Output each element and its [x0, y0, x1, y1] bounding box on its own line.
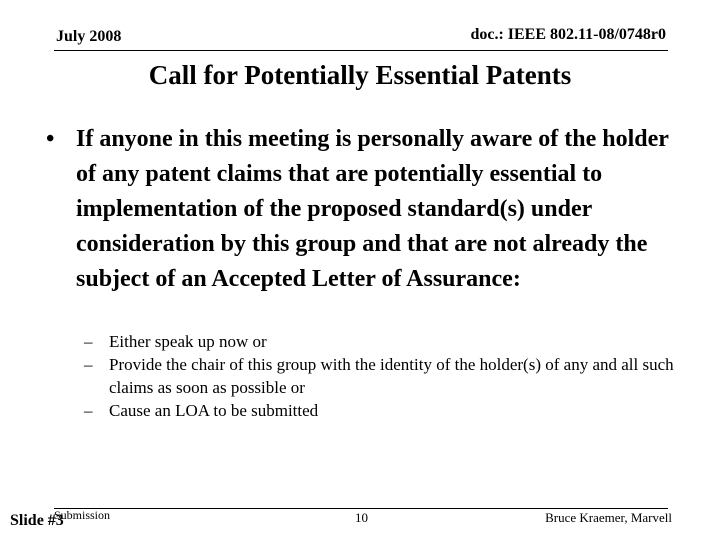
header-divider — [54, 50, 668, 51]
footer-author: Bruce Kraemer, Marvell — [545, 510, 672, 525]
sub-bullet-marker: – — [84, 401, 93, 420]
sub-bullet-list — [84, 330, 684, 422]
footer-submission: Submission — [54, 508, 111, 522]
sub-bullet-marker: – — [84, 355, 93, 374]
header-doc-id: doc.: IEEE 802.11-08/0748r0 — [470, 26, 666, 43]
sub-bullet-item — [84, 353, 684, 399]
bullet-marker: • — [46, 126, 55, 152]
sub-bullet-text: Cause an LOA to be submitted — [109, 401, 319, 420]
sub-bullet-text: Either speak up now or — [109, 332, 267, 351]
page-number: 10 — [355, 510, 368, 525]
sub-bullet-marker: – — [84, 332, 93, 351]
slide-label: Slide #3 — [10, 512, 64, 529]
sub-bullet-item — [84, 399, 684, 422]
header-date: July 2008 — [56, 28, 122, 45]
main-bullet — [46, 122, 686, 297]
main-bullet-text: If anyone in this meeting is personally aware of the holder of any patent claims that are potentially essential to implementation of the proposed standard(s) under consideration by this group and that are not already the subject of an Accepted Letter of Assurance: — [76, 126, 669, 292]
slide-title: Call for Potentially Essential Patents — [148, 60, 572, 90]
footer-divider — [54, 508, 668, 509]
sub-bullet-item — [84, 330, 684, 353]
sub-bullet-text: Provide the chair of this group with the identity of the holder(s) of any and all such claims as soon as possible or — [109, 355, 674, 397]
